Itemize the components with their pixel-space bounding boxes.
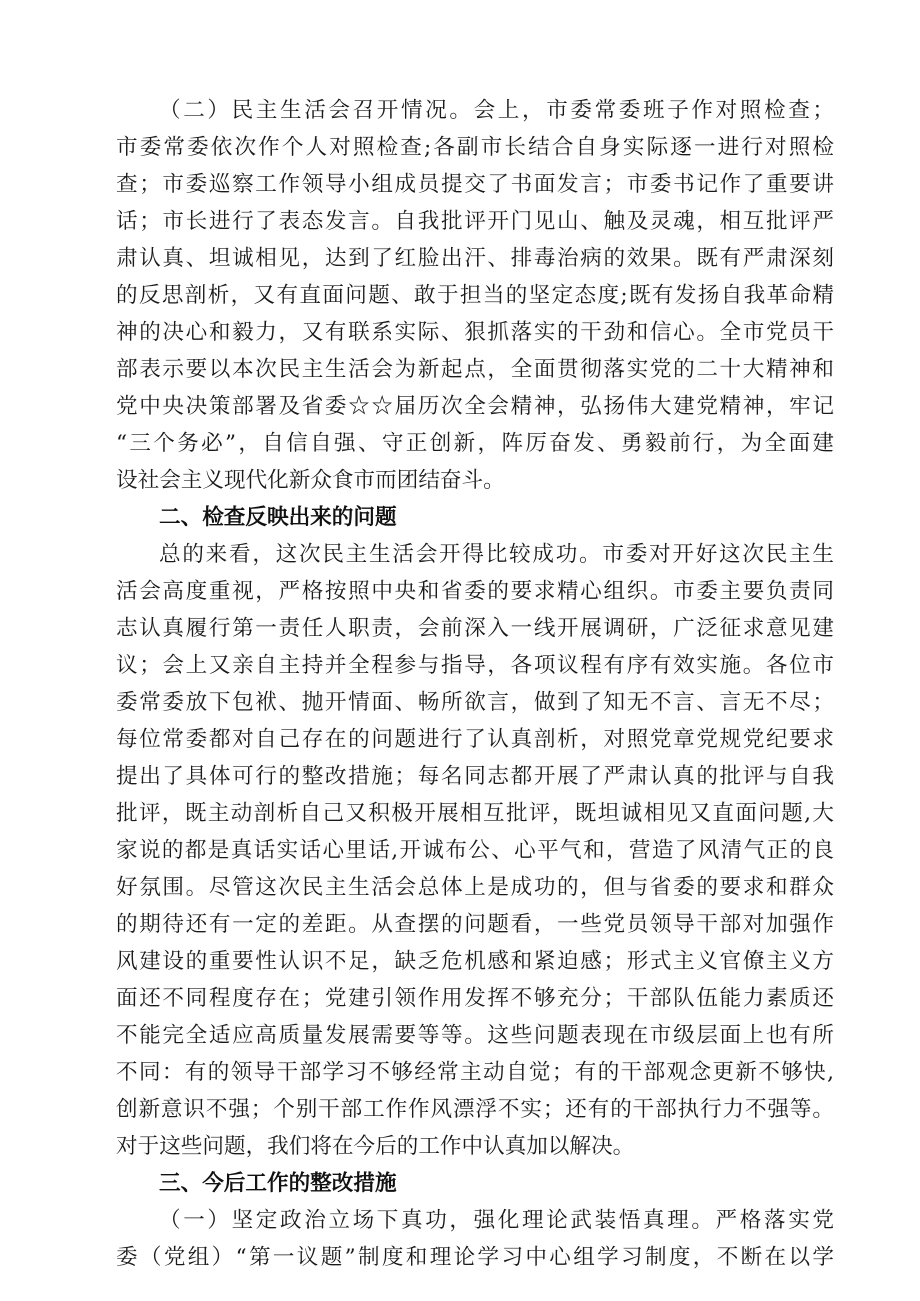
- paragraph-line: 批评，既主动剖析自己又积极开展相互批评，既坦诚相见又直面问题,大: [116, 801, 834, 826]
- paragraph-line: 每位常委都对自己存在的问题进行了认真剖析，对照党章党规党纪要求: [116, 727, 834, 752]
- paragraph-line: 部表示要以本次民主生活会为新起点，全面贯彻落实党的二十大精神和: [116, 357, 834, 382]
- paragraph-line: 党中央决策部署及省委☆☆届历次全会精神，弘扬伟大建党精神，牢记: [116, 394, 834, 419]
- paragraph-line: 肃认真、坦诚相见，达到了红脸出汗、排毒治病的效果。既有严肃深刻: [116, 246, 834, 271]
- paragraph-line: 议；会上又亲自主持并全程参与指导，各项议程有序有效实施。各位市: [116, 653, 834, 678]
- paragraph-line: 不同：有的领导干部学习不够经常主动自觉；有的干部观念更新不够快,: [116, 1060, 834, 1085]
- paragraph-line: 市委常委依次作个人对照检查;各副市长结合自身实际逐一进行对照检: [116, 135, 834, 160]
- paragraph-line: 的期待还有一定的差距。从查摆的问题看，一些党员领导干部对加强作: [116, 912, 834, 937]
- paragraph-line: 委常委放下包袱、抛开情面、畅所欲言，做到了知无不言、言无不尽；: [116, 690, 834, 715]
- paragraph-line: 不能完全适应高质量发展需要等等。这些问题表现在市级层面上也有所: [116, 1023, 834, 1048]
- paragraph-line: 风建设的重要性认识不足，缺乏危机感和紧迫感；形式主义官僚主义方: [116, 949, 834, 974]
- paragraph-line: 话；市长进行了表态发言。自我批评开门见山、触及灵魂，相互批评严: [116, 209, 834, 234]
- paragraph-line: 委（党组）“第一议题”制度和理论学习中心组学习制度，不断在以学: [116, 1245, 834, 1270]
- paragraph-line: 设社会主义现代化新众食市而团结奋斗。: [116, 468, 505, 493]
- paragraph-line: 对于这些问题，我们将在今后的工作中认真加以解决。: [116, 1134, 635, 1159]
- paragraph-line: 神的决心和毅力，又有联系实际、狠抓落实的干劲和信心。全市党员干: [116, 320, 834, 345]
- paragraph-line: （二）民主生活会召开情况。会上，市委常委班子作对照检查；: [159, 98, 834, 123]
- section-heading-measures: 三、今后工作的整改措施: [159, 1171, 397, 1196]
- paragraph-line: 面还不同程度存在；党建引领作用发挥不够充分；干部队伍能力素质还: [116, 986, 834, 1011]
- paragraph-line: 志认真履行第一责任人职责，会前深入一线开展调研，广泛征求意见建: [116, 616, 834, 641]
- paragraph-line: 总的来看，这次民主生活会开得比较成功。市委对开好这次民主生: [159, 542, 834, 567]
- paragraph-line: “三个务必”，自信自强、守正创新，阵厉奋发、勇毅前行，为全面建: [116, 431, 834, 456]
- paragraph-line: 好氛围。尽管这次民主生活会总体上是成功的，但与省委的要求和群众: [116, 875, 834, 900]
- paragraph-line: 家说的都是真话实话心里话,开诚布公、心平气和，营造了风清气正的良: [116, 838, 834, 863]
- section-heading-problems: 二、检查反映出来的问题: [159, 505, 397, 530]
- paragraph-line: 的反思剖析，又有直面问题、敢于担当的坚定态度;既有发扬自我革命精: [116, 283, 834, 308]
- paragraph-line: 创新意识不强；个别干部工作作风漂浮不实；还有的干部执行力不强等。: [116, 1097, 834, 1122]
- paragraph-line: 活会高度重视，严格按照中央和省委的要求精心组织。市委主要负责同: [116, 579, 834, 604]
- paragraph-line: 查；市委巡察工作领导小组成员提交了书面发言；市委书记作了重要讲: [116, 172, 834, 197]
- paragraph-line: 提出了具体可行的整改措施；每名同志都开展了严肃认真的批评与自我: [116, 764, 834, 789]
- paragraph-line: （一）坚定政治立场下真功，强化理论武装悟真理。严格落实党: [159, 1208, 834, 1233]
